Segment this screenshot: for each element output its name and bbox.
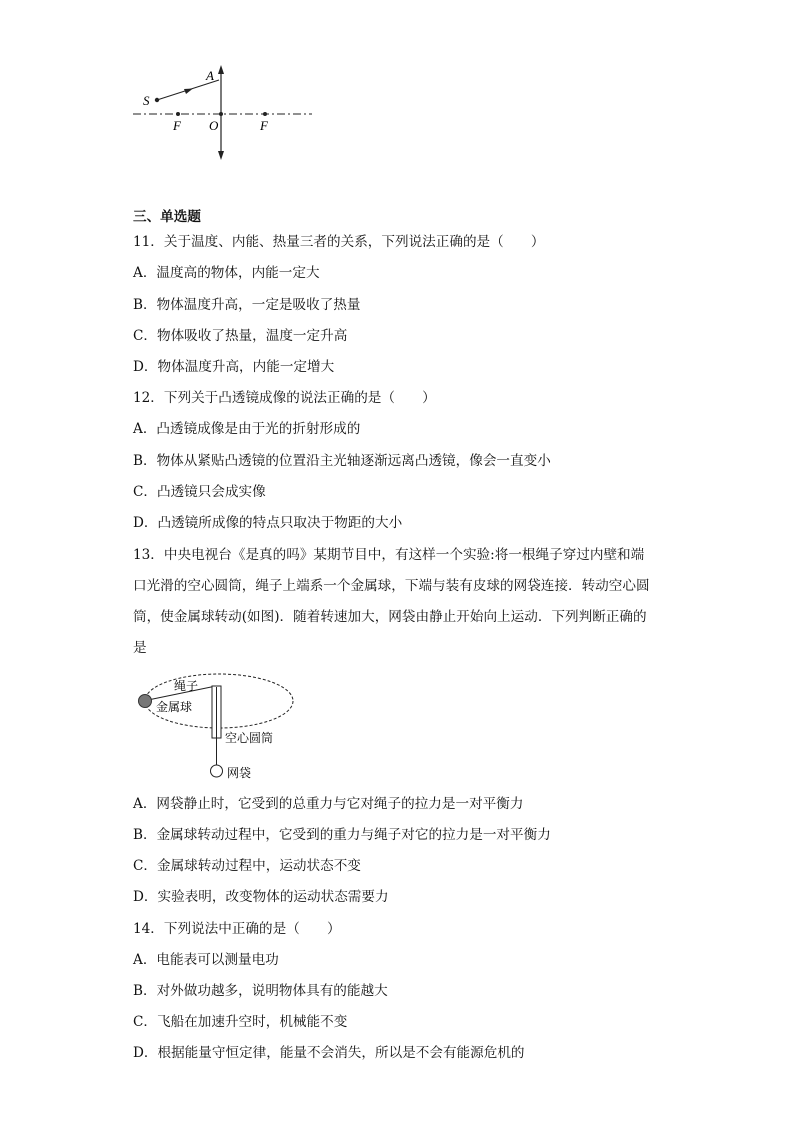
question-12-option-d: D．凸透镜所成像的特点只取决于物距的大小 bbox=[133, 515, 403, 531]
lens-top-arrow bbox=[218, 65, 224, 74]
question-11-stem: 11．关于温度、内能、热量三者的关系，下列说法正确的是（ ） bbox=[133, 234, 545, 250]
label-tube: 空心圆筒 bbox=[225, 731, 274, 745]
question-13-stem-line-3: 筒，使金属球转动(如图)．随着转速加大，网袋由静止开始向上运动．下列判断正确的 bbox=[133, 609, 647, 625]
point-s bbox=[155, 98, 159, 102]
question-11-option-a: A．温度高的物体，内能一定大 bbox=[133, 265, 320, 281]
question-12-option-c: C．凸透镜只会成实像 bbox=[133, 484, 266, 500]
focus-left-dot bbox=[176, 112, 180, 116]
metal-ball bbox=[139, 695, 152, 708]
question-14-stem: 14．下列说法中正确的是（ ） bbox=[133, 921, 341, 937]
question-11-option-d: D．物体温度升高，内能一定增大 bbox=[133, 359, 335, 375]
lens-bottom-arrow bbox=[218, 151, 224, 160]
focus-right-dot bbox=[263, 112, 267, 116]
question-12-option-b: B．物体从紧贴凸透镜的位置沿主光轴逐渐远离凸透镜，像会一直变小 bbox=[133, 453, 551, 469]
optical-center-dot bbox=[219, 112, 223, 116]
question-14-option-c: C．飞船在加速升空时，机械能不变 bbox=[133, 1014, 348, 1030]
section-title: 三、单选题 bbox=[133, 209, 201, 225]
label-o: O bbox=[209, 118, 219, 133]
label-f-left: F bbox=[173, 118, 181, 133]
ray-arrowhead bbox=[184, 89, 193, 95]
question-13-option-d: D．实验表明，改变物体的运动状态需要力 bbox=[133, 889, 389, 905]
question-11-option-b: B．物体温度升高，一定是吸收了热量 bbox=[133, 297, 361, 313]
question-13-option-b: B．金属球转动过程中，它受到的重力与绳子对它的拉力是一对平衡力 bbox=[133, 827, 551, 843]
label-f-right: F bbox=[260, 118, 268, 133]
label-s: S bbox=[143, 93, 150, 108]
question-13-option-a: A．网袋静止时，它受到的总重力与它对绳子的拉力是一对平衡力 bbox=[133, 796, 524, 812]
question-11-option-c: C．物体吸收了热量，温度一定升高 bbox=[133, 328, 348, 344]
question-13-option-c: C．金属球转动过程中，运动状态不变 bbox=[133, 858, 361, 874]
label-a: A bbox=[206, 68, 214, 83]
question-13-stem-line-4: 是 bbox=[133, 640, 147, 656]
rotating-ball-figure bbox=[130, 668, 300, 783]
label-ball: 金属球 bbox=[156, 700, 193, 714]
question-13-stem-line-2: 口光滑的空心圆筒，绳子上端系一个金属球，下端与装有皮球的网袋连接．转动空心圆 bbox=[133, 578, 650, 594]
question-14-option-b: B．对外做功越多，说明物体具有的能越大 bbox=[133, 983, 388, 999]
question-14-option-d: D．根据能量守恒定律，能量不会消失，所以是不会有能源危机的 bbox=[133, 1045, 525, 1061]
net-bag bbox=[211, 765, 223, 777]
question-13-stem-line-1: 13．中央电视台《是真的吗》某期节目中，有这样一个实验:将一根绳子穿过内壁和端 bbox=[133, 547, 645, 563]
question-12-stem: 12．下列关于凸透镜成像的说法正确的是（ ） bbox=[133, 390, 436, 406]
question-14-option-a: A．电能表可以测量电功 bbox=[133, 952, 279, 968]
label-net: 网袋 bbox=[227, 766, 252, 780]
lens-diagram bbox=[128, 60, 318, 164]
question-12-option-a: A．凸透镜成像是由于光的折射形成的 bbox=[133, 421, 361, 437]
label-rope: 绳子 bbox=[174, 679, 199, 693]
